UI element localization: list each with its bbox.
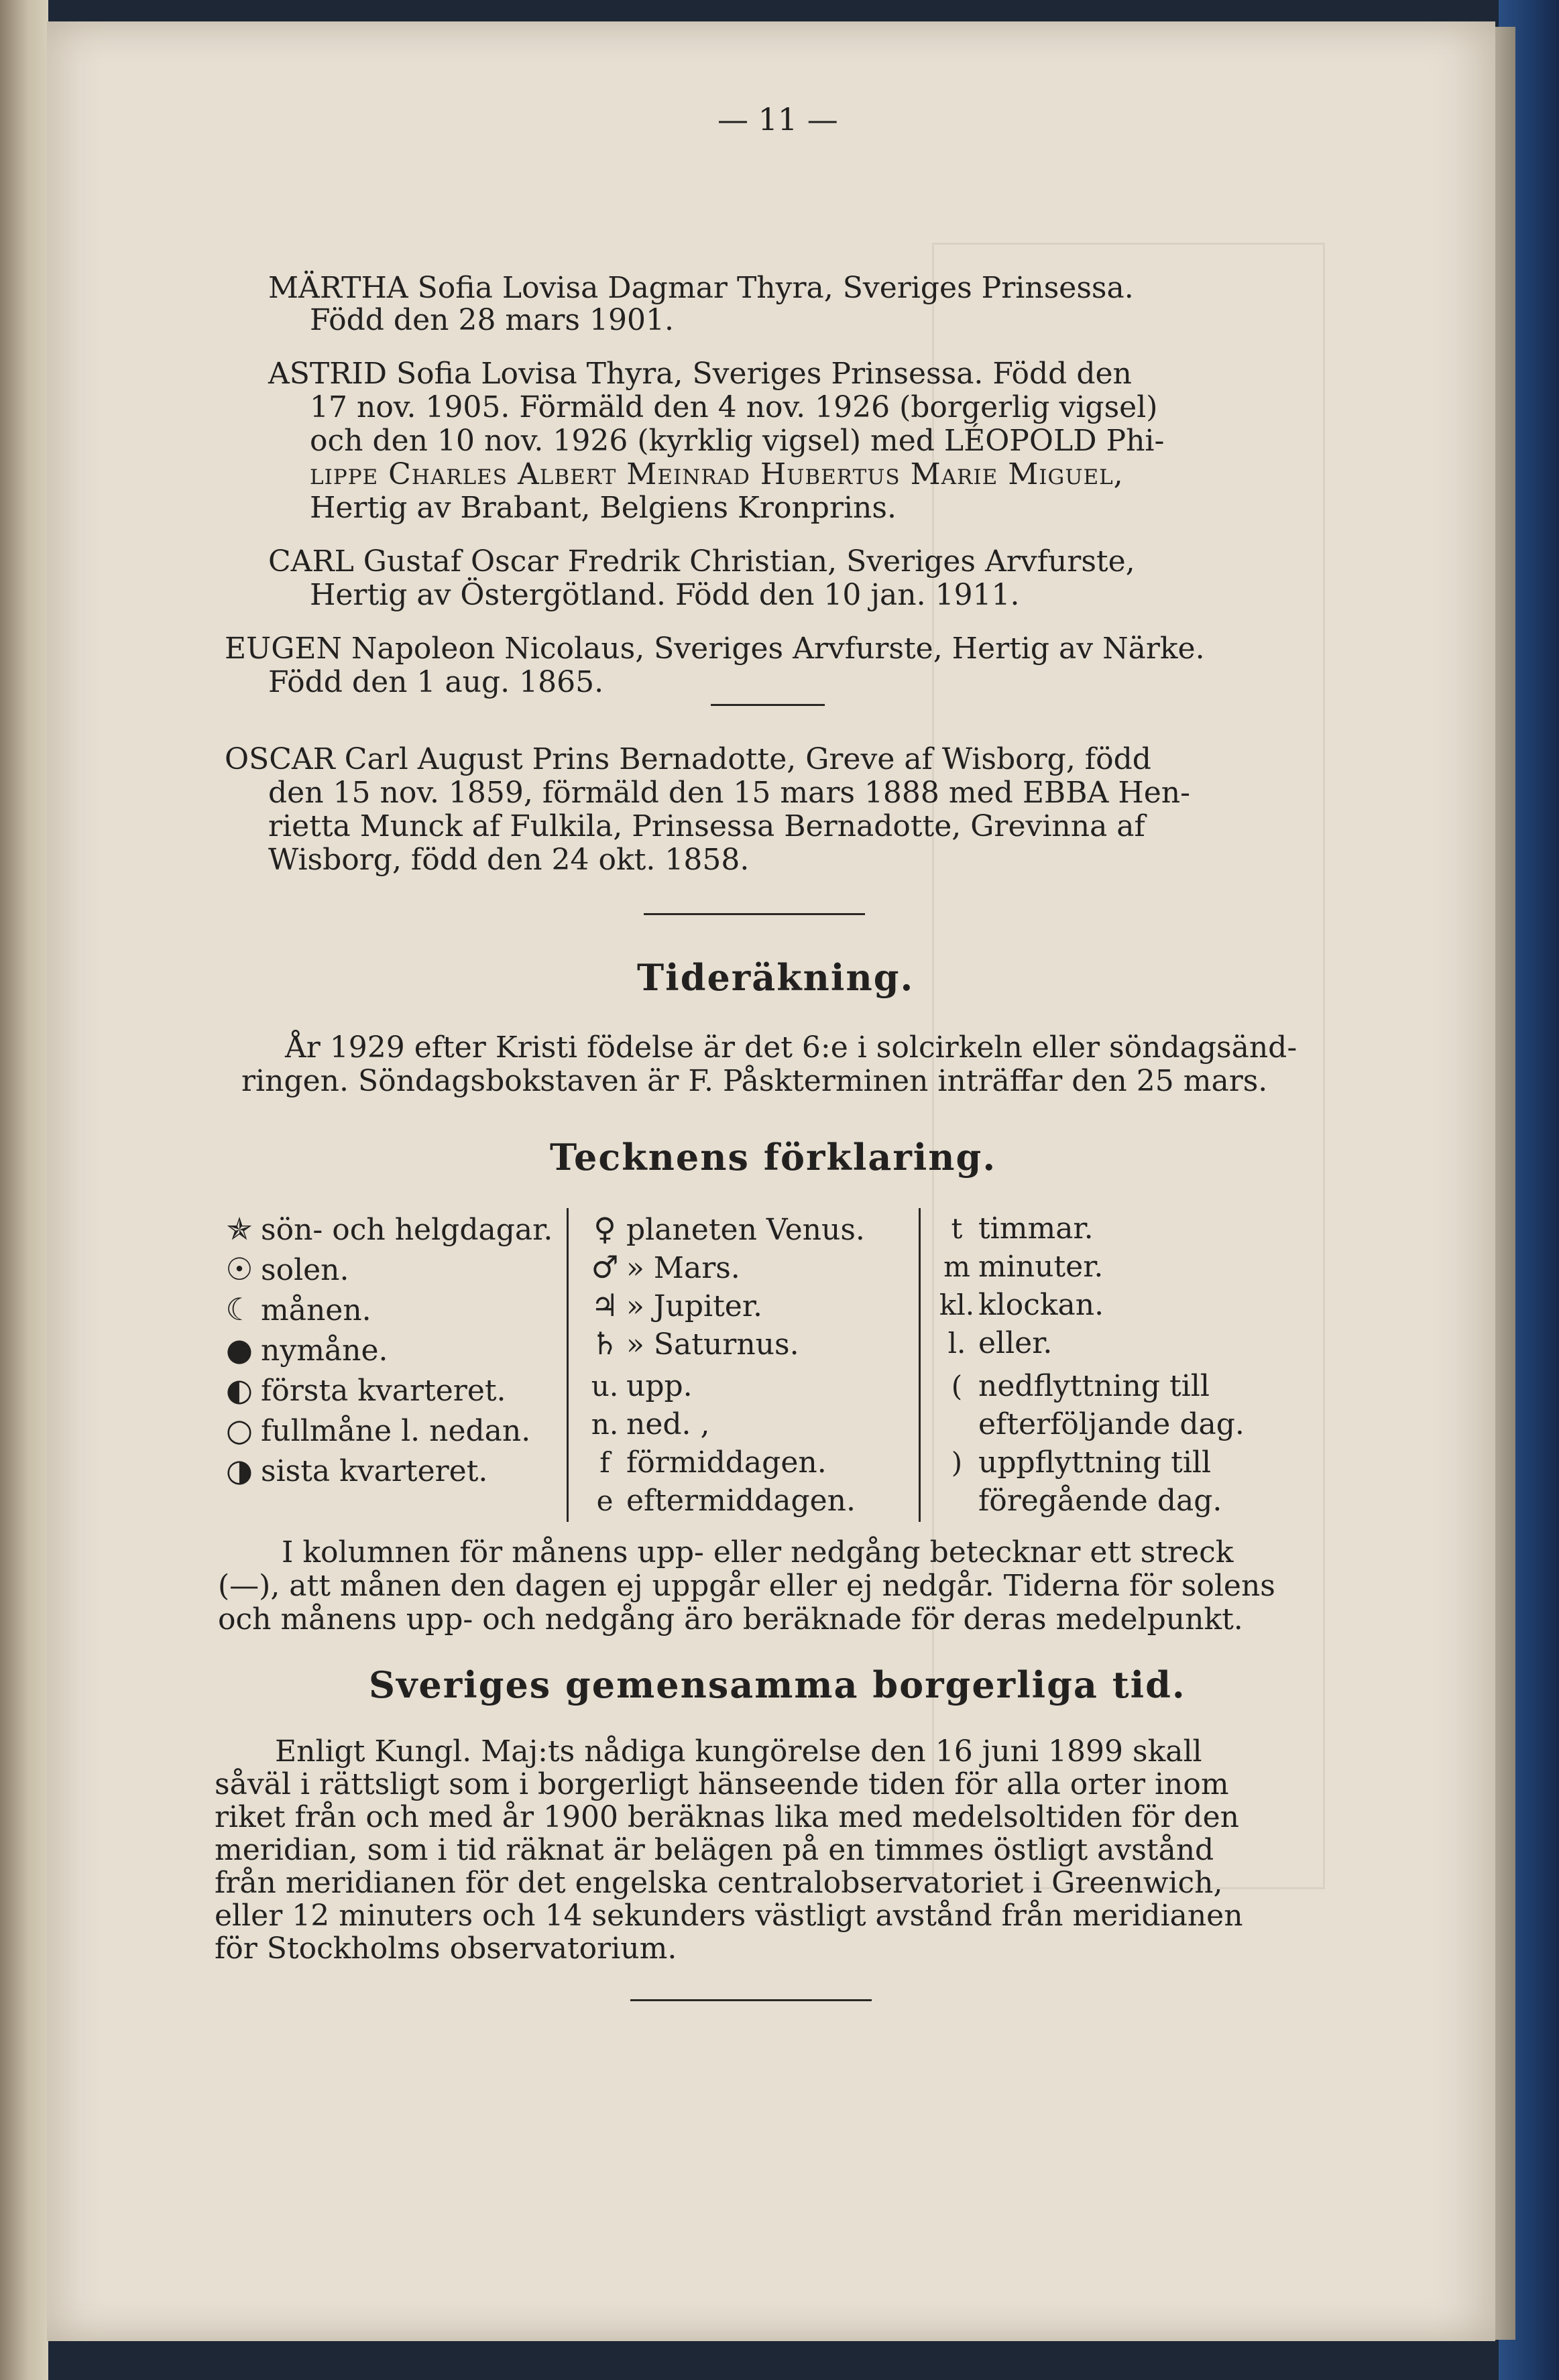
mars-icon: ♂ [591, 1249, 619, 1285]
first-quarter-icon: ◐ [225, 1372, 253, 1408]
royal-line: den 15 nov. 1859, förmäld den 15 mars 1888 med EBBA Hen- [268, 776, 1190, 810]
column-divider [919, 1208, 921, 1522]
legend-item: ♃ » Jupiter. [583, 1288, 762, 1324]
legend-item: ♂ » Mars. [583, 1250, 740, 1286]
legend-item: ◑ sista kvarteret. [218, 1453, 487, 1489]
legend-item: ✯ sön- och helgdagar. [218, 1211, 553, 1248]
royal-line: Född den 28 mars 1901. [310, 303, 674, 337]
borgerlig-line: Enligt Kungl. Maj:ts nådiga kungörelse den 16 juni 1899 skall [275, 1734, 1202, 1769]
borgerlig-line: eller 12 minuters och 14 sekunders västligt avstånd från meridianen [215, 1899, 1243, 1933]
royal-line: lippe Charles Albert Meinrad Hubertus Marie Miguel, [310, 457, 1124, 491]
section-heading-tiderakning: Tideräkning. [637, 956, 915, 999]
borgerlig-line: såväl i rättsligt som i borgerligt hänseende tiden för alla orter inom [215, 1767, 1229, 1801]
legend-item: ◐ första kvarteret. [218, 1372, 506, 1409]
end-divider [630, 1999, 872, 2001]
royal-line: Hertig av Brabant, Belgiens Kronprins. [310, 491, 897, 525]
moon-icon: ☾ [225, 1291, 253, 1327]
royal-line: rietta Munck af Fulkila, Prinsessa Bernadotte, Grevinna af [268, 809, 1145, 843]
royal-line: 17 nov. 1905. Förmäld den 4 nov. 1926 (borgerlig vigsel) [310, 390, 1158, 424]
royal-line: Född den 1 aug. 1865. [268, 665, 604, 699]
saturn-icon: ♄ [591, 1325, 619, 1362]
section-heading-borgerlig-tid: Sveriges gemensamma borgerliga tid. [369, 1663, 1186, 1706]
page-number: — 11 — [717, 101, 838, 137]
divider [711, 704, 825, 706]
royal-line: EUGEN Napoleon Nicolaus, Sveriges Arvfurste, Hertig av Närke. [225, 632, 1205, 666]
legend-item: m minuter. [943, 1250, 1104, 1284]
book-page [47, 21, 1495, 2341]
legend-item: ♀ planeten Venus. [583, 1211, 865, 1248]
section-heading-tecken: Tecknens förklaring. [550, 1136, 997, 1179]
helgdag-star-icon: ✯ [226, 1211, 253, 1247]
legend-item: ☉ solen. [218, 1252, 349, 1288]
legend-item: föregående dag. [978, 1484, 1222, 1518]
royal-line: OSCAR Carl August Prins Bernadotte, Greve af Wisborg, född [225, 742, 1151, 776]
legend-item: f förmiddagen. [599, 1445, 827, 1480]
book-spine-left [0, 0, 48, 2380]
legend-item: ○ fullmåne l. nedan. [218, 1413, 530, 1449]
legend-item: ♄ » Saturnus. [583, 1326, 799, 1362]
royal-line: Wisborg, född den 24 okt. 1858. [268, 843, 750, 877]
new-moon-icon: ● [225, 1331, 253, 1368]
borgerlig-line: meridian, som i tid räknat är belägen på en timmes östligt avstånd [215, 1833, 1214, 1867]
royal-line: MÄRTHA Sofia Lovisa Dagmar Thyra, Sveriges Prinsessa. [268, 271, 1134, 305]
venus-icon: ♀ [593, 1211, 616, 1247]
royal-line: ASTRID Sofia Lovisa Thyra, Sveriges Prinsessa. Född den [268, 357, 1132, 391]
jupiter-icon: ♃ [591, 1287, 619, 1323]
borgerlig-line: för Stockholms observatorium. [215, 1931, 677, 1966]
legend-note: och månens upp- och nedgång äro beräknade för deras medelpunkt. [218, 1602, 1243, 1637]
legend-item: n. ned. , [591, 1407, 710, 1441]
legend-item: ☾ månen. [218, 1292, 371, 1328]
legend-item: u. upp. [591, 1369, 693, 1403]
full-moon-icon: ○ [225, 1412, 253, 1448]
tiderakning-line: ringen. Söndagsbokstaven är F. Påskterminen inträffar den 25 mars. [241, 1064, 1268, 1098]
sun-icon: ☉ [225, 1251, 253, 1287]
legend-note: I kolumnen för månens upp- eller nedgång betecknar ett streck [282, 1535, 1234, 1569]
royal-line: Hertig av Östergötland. Född den 10 jan. 1911. [310, 578, 1020, 612]
legend-item: efterföljande dag. [978, 1407, 1245, 1441]
legend-item: l. eller. [947, 1326, 1053, 1360]
legend-item: ( nedflyttning till [951, 1369, 1210, 1403]
legend-item: kl. klockan. [939, 1288, 1104, 1322]
legend-item: e eftermiddagen. [596, 1484, 856, 1518]
borgerlig-line: från meridianen för det engelska centralobservatoriet i Greenwich, [215, 1866, 1223, 1900]
legend-note: (—), att månen den dagen ej uppgår eller ej nedgår. Tiderna för solens [218, 1569, 1275, 1603]
tiderakning-line: År 1929 efter Kristi födelse är det 6:e i solcirkeln eller söndagsänd- [285, 1030, 1297, 1065]
legend-item: ● nymåne. [218, 1332, 388, 1368]
legend-item: t timmar. [951, 1211, 1094, 1246]
borgerlig-line: riket från och med år 1900 beräknas lika med medelsoltiden för den [215, 1800, 1239, 1834]
legend-item: ) uppflyttning till [951, 1445, 1212, 1480]
column-divider [567, 1208, 569, 1522]
last-quarter-icon: ◑ [225, 1452, 253, 1488]
royal-line: och den 10 nov. 1926 (kyrklig vigsel) med LÉOPOLD Phi- [310, 424, 1165, 458]
royal-line: CARL Gustaf Oscar Fredrik Christian, Sveriges Arvfurste, [268, 544, 1135, 579]
divider [644, 913, 865, 915]
